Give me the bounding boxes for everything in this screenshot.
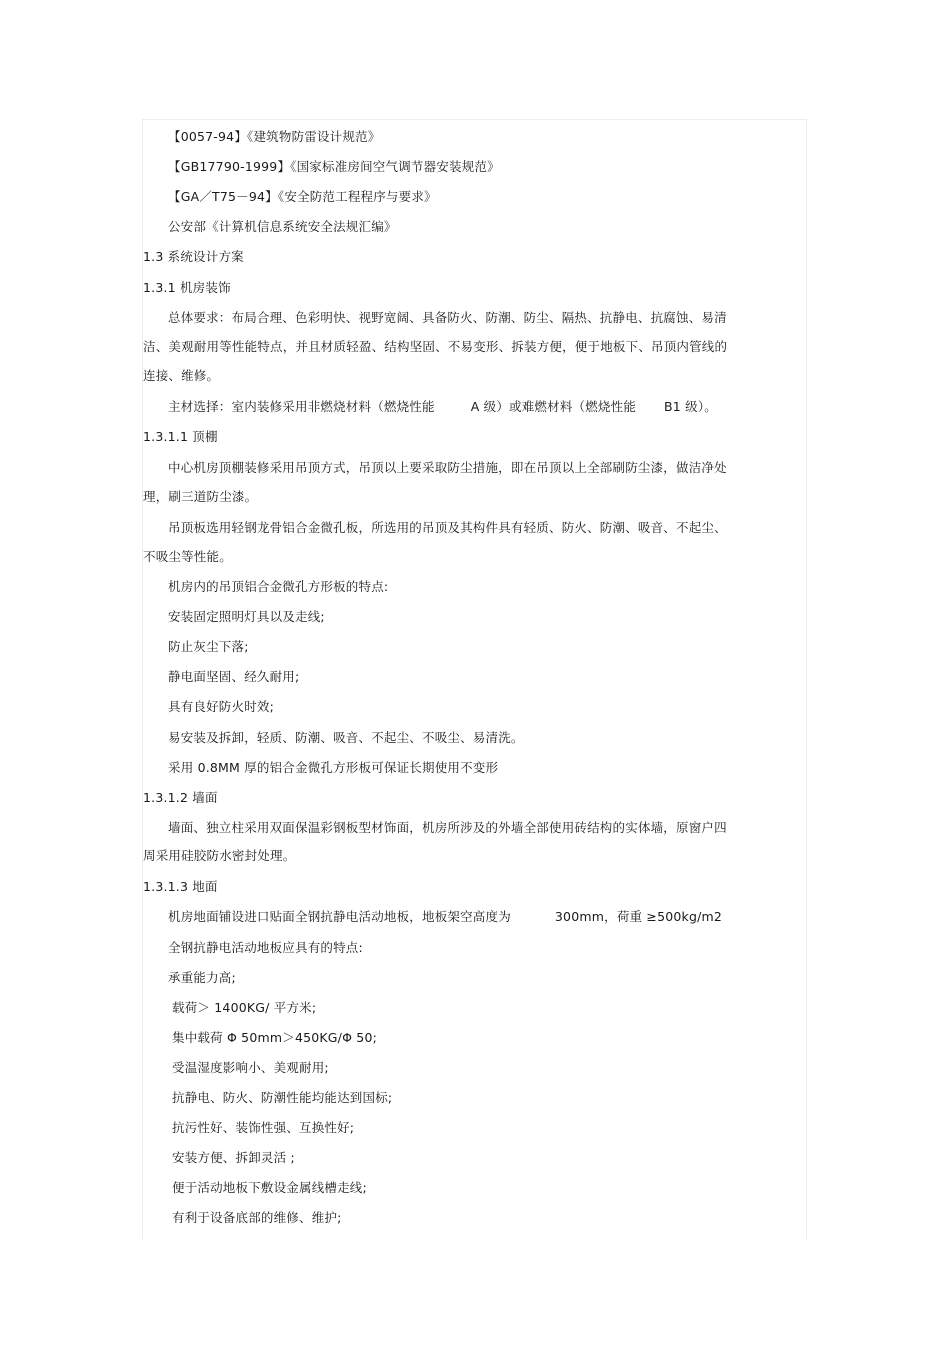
- floor-text-2: 300mm，荷重 ≥500kg/m2: [554, 909, 723, 924]
- list-title: 全钢抗静电活动地板应具有的特点:: [168, 940, 363, 955]
- subsection-heading: 1.3.1.3 地面: [143, 879, 218, 894]
- paragraph-line: 周采用硅胶防水密封处理。: [143, 848, 296, 863]
- list-item: 防止灰尘下落;: [168, 639, 249, 654]
- list-item: 易安装及拆卸，轻质、防潮、吸音、不起尘、不吸尘、易清洗。: [168, 730, 524, 745]
- list-item: 受温湿度影响小、美观耐用;: [172, 1060, 329, 1075]
- paragraph-line: 不吸尘等性能。: [143, 549, 232, 564]
- list-item: 抗静电、防火、防潮性能均能达到国标;: [172, 1090, 393, 1105]
- list-item: 抗污性好、装饰性强、互换性好;: [172, 1120, 355, 1135]
- paragraph-line: 墙面、独立柱采用双面保温彩钢板型材饰面，机房所涉及的外墙全部使用砖结构的实体墙，原窗户四: [168, 820, 727, 835]
- list-item: 静电面坚固、经久耐用;: [168, 669, 300, 684]
- section-heading: 1.3 系统设计方案: [143, 249, 244, 264]
- paragraph-line: 中心机房顶棚装修采用吊顶方式，吊顶以上要采取防尘措施，即在吊顶以上全部刷防尘漆，做洁净处: [168, 460, 727, 475]
- list-item: 具有良好防火时效;: [168, 699, 275, 714]
- reference-item: 【GA／T75－94】《安全防范工程程序与要求》: [168, 189, 437, 204]
- list-item: 载荷＞ 1400KG/ 平方米;: [172, 1000, 317, 1015]
- reference-item: 【0057-94】《建筑物防雷设计规范》: [168, 129, 381, 144]
- subsection-heading: 1.3.1.2 墙面: [143, 790, 218, 805]
- list-item: 有利于设备底部的维修、维护;: [172, 1210, 342, 1225]
- list-item: 集中载荷 Φ 50mm＞450KG/Φ 50;: [172, 1030, 378, 1045]
- list-item: 安装方便、拆卸灵活 ;: [172, 1150, 295, 1165]
- list-item: 安装固定照明灯具以及走线;: [168, 609, 325, 624]
- section-heading: 1.3.1 机房装饰: [143, 280, 231, 295]
- paragraph-line: 洁、美观耐用等性能特点，并且材质轻盈、结构坚固、不易变形、拆装方便，便于地板下、吊顶内管线的: [143, 339, 728, 354]
- floor-text-1: 机房地面铺设进口贴面全钢抗静电活动地板，地板架空高度为: [168, 909, 511, 924]
- paragraph-line: 吊顶板选用轻钢龙骨铝合金微孔板，所选用的吊顶及其构件具有轻质、防火、防潮、吸音、不起尘、: [168, 520, 727, 535]
- floor-paragraph: [168, 909, 722, 925]
- reference-item: 【GB17790-1999】《国家标准房间空气调节器安装规范》: [168, 159, 500, 174]
- list-item: 承重能力高;: [168, 970, 236, 985]
- subsection-heading: 1.3.1.1 顶棚: [143, 429, 218, 444]
- list-item: 采用 0.8MM 厚的铝合金微孔方形板可保证长期使用不变形: [168, 760, 499, 775]
- material-text-3: B1 级）。: [664, 399, 717, 414]
- material-text-2: A 级）或难燃材料（燃烧性能: [470, 399, 637, 414]
- list-item: 便于活动地板下敷设金属线槽走线;: [172, 1180, 367, 1195]
- list-title: 机房内的吊顶铝合金微孔方形板的特点:: [168, 579, 389, 594]
- material-paragraph: [168, 399, 717, 415]
- reference-item: 公安部《计算机信息系统安全法规汇编》: [168, 219, 397, 234]
- material-text-1: 主材选择：室内装修采用非燃烧材料（燃烧性能: [168, 399, 435, 414]
- paragraph-line: 总体要求：布局合理、色彩明快、视野宽阔、具备防火、防潮、防尘、隔热、抗静电、抗腐蚀、易清: [168, 310, 727, 325]
- paragraph-line: 理，刷三道防尘漆。: [143, 489, 258, 504]
- paragraph-line: 连接、维修。: [143, 368, 220, 383]
